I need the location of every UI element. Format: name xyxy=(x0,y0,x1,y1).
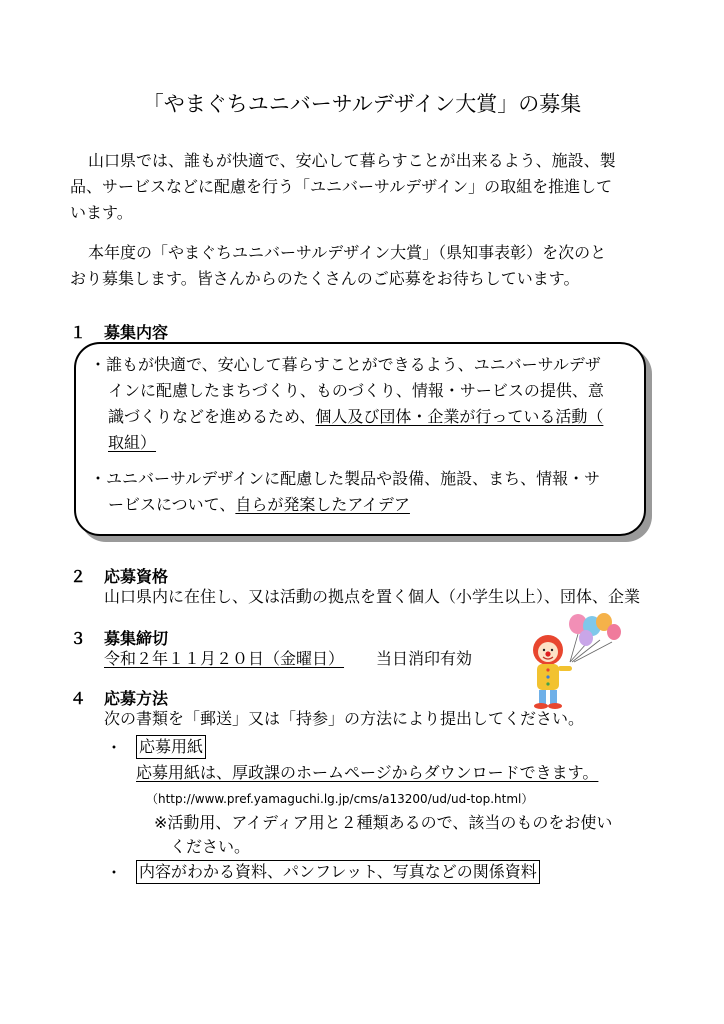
item1-application-form-label: 応募用紙 xyxy=(136,735,206,759)
bullet1-line-1: ・誰もが快適で、安心して暮らすことができるよう、ユニバーサルデザ xyxy=(90,355,601,374)
bullet2-underlined-idea: 自らが発案したアイデア xyxy=(235,495,410,514)
section4-number: ４ xyxy=(70,689,87,708)
item2-bullet: ・ xyxy=(106,863,123,882)
section2-title: 応募資格 xyxy=(104,567,169,586)
item2-related-materials-label: 内容がわかる資料、パンフレット、写真などの関係資料 xyxy=(136,860,540,884)
bullet1-underlined-activity: 個人及び団体・企業が行っている活動（ xyxy=(315,407,604,426)
bullet2-line-2 xyxy=(108,492,410,518)
deadline-note: 当日消印有効 xyxy=(376,649,473,668)
section4-text: 次の書類を「郵送」又は「持参」の方法により提出してください。 xyxy=(104,709,585,728)
section2-number: ２ xyxy=(70,567,87,586)
section3-number: ３ xyxy=(70,629,87,648)
balloon-purple xyxy=(579,630,593,646)
section3-title: 募集締切 xyxy=(104,629,169,648)
item1-note-line-1: ※活動用、アイディア用と２種類あるので、該当のものをお使い xyxy=(154,813,613,832)
section1-number: １ xyxy=(70,323,87,342)
clown-nose xyxy=(545,651,550,656)
intro-line-2: 品、サービスなどに配慮を行う「ユニバーサルデザイン」の取組を推進して xyxy=(70,177,613,196)
bullet1-line-3 xyxy=(108,404,603,430)
item1-description: 応募用紙は、厚政課のホームページからダウンロードできます。 xyxy=(136,763,599,782)
item1-bullet: ・ xyxy=(106,738,123,757)
item1-url: （http://www.pref.yamaguchi.lg.jp/cms/a13200/ud/ud-top.html） xyxy=(146,792,534,806)
intro-line-3: います。 xyxy=(70,203,133,222)
balloon-red xyxy=(607,624,621,640)
section1-title: 募集内容 xyxy=(104,323,169,342)
bullet1-line-4: 取組） xyxy=(108,433,157,452)
section4-title: 応募方法 xyxy=(104,689,169,708)
bullet1-line-3-text: 識づくりなどを進めるため、 xyxy=(108,407,316,426)
announcement-line-2: おり募集します。皆さんからのたくさんのご応募をお待ちしています。 xyxy=(70,269,580,288)
clown-balloons-illustration xyxy=(520,604,630,714)
page-title: 「やまぐちユニバーサルデザイン大賞」の募集 xyxy=(142,92,582,116)
section2-text: 山口県内に在住し、又は活動の拠点を置く個人（小学生以上）、団体、企業 xyxy=(104,587,641,606)
announcement-line-1: 本年度の「やまぐちユニバーサルデザイン大賞」（県知事表彰）を次のと xyxy=(88,243,607,262)
bullet2-line-1: ・ユニバーサルデザインに配慮した製品や設備、施設、まち、情報・サ xyxy=(90,469,601,488)
intro-line-1: 山口県では、誰もが快適で、安心して暮らすことが出来るよう、施設、製 xyxy=(88,151,616,170)
bullet1-line-2: インに配慮したまちづくり、ものづくり、情報・サービスの提供、意 xyxy=(108,381,604,400)
item1-note-line-2: ください。 xyxy=(170,837,251,856)
deadline-date: 令和２年１１月２０日（金曜日） xyxy=(104,649,345,668)
bullet2-line-2-text: ービスについて、 xyxy=(108,495,236,514)
